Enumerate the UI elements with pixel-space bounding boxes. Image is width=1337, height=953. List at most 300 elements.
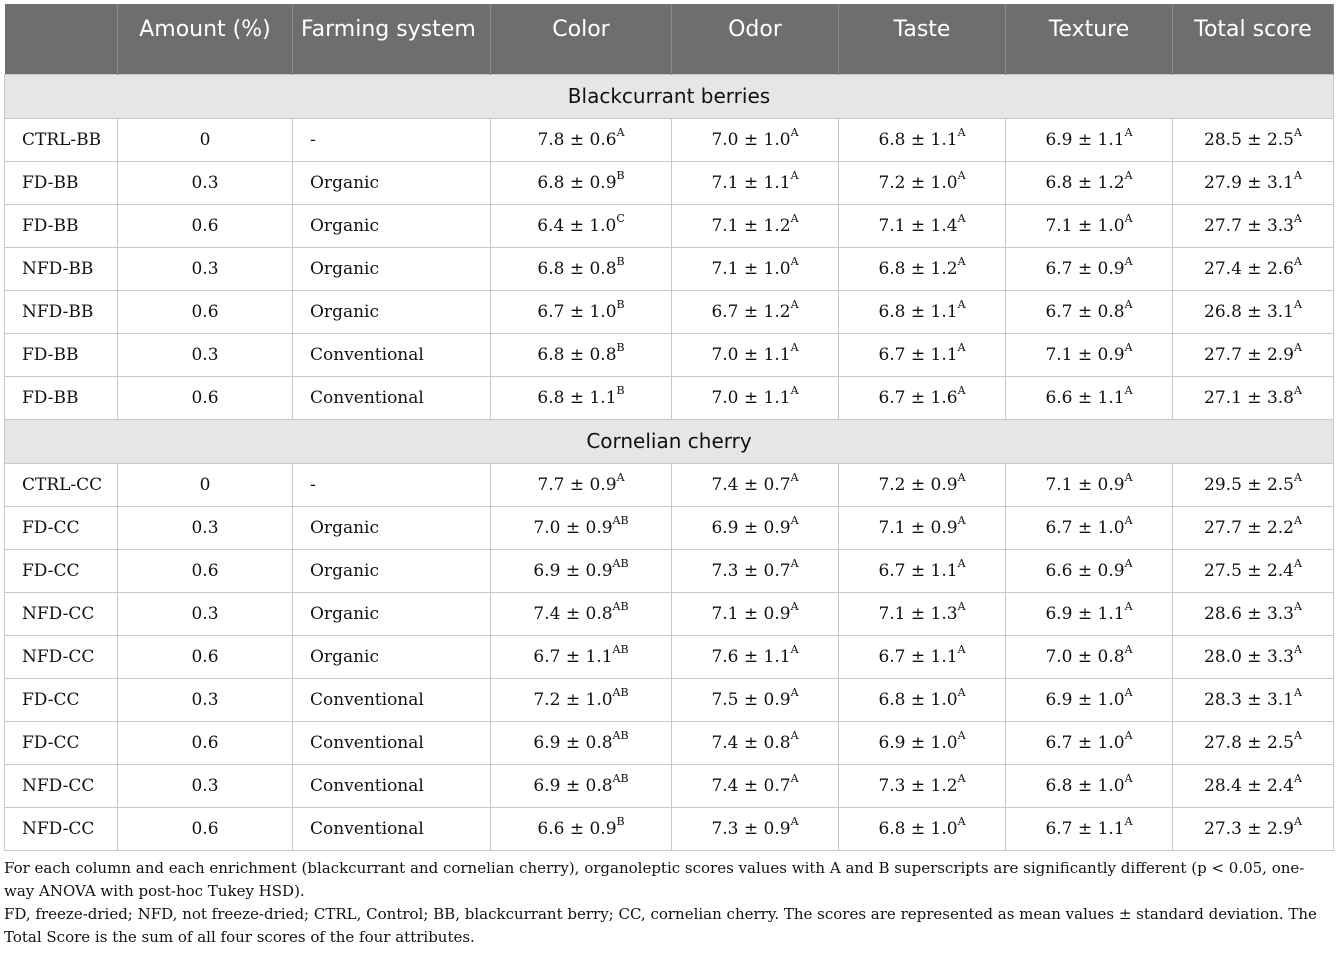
taste-score-cell: [839, 376, 1006, 419]
sample-cell: NFD-BB: [5, 247, 118, 290]
texture-significance-letter: A: [1124, 254, 1133, 268]
table-body: [5, 74, 1334, 850]
color-score-cell: [491, 463, 672, 506]
table-row: [5, 506, 1334, 549]
color-score-cell: [491, 506, 672, 549]
table-row: [5, 721, 1334, 764]
amount-cell: 0.3: [118, 592, 293, 635]
total-significance-letter: A: [1294, 211, 1302, 225]
taste-significance-letter: A: [957, 470, 966, 484]
total-score-cell: [1173, 333, 1334, 376]
footnote-significance: For each column and each enrichment (blackcurrant and cornelian cherry), organoleptic scores values with A and B superscripts are significantly different (p < 0.05, one-way ANOVA with post-hoc Tukey HSD).: [4, 858, 1305, 900]
color-significance-letter: B: [616, 297, 625, 311]
texture-value: 6.7 ± 1.1: [1045, 818, 1125, 839]
odor-significance-letter: A: [790, 513, 799, 527]
texture-value: 7.1 ± 1.0: [1045, 215, 1125, 236]
taste-score-cell: [839, 247, 1006, 290]
taste-value: 7.1 ± 0.9: [878, 517, 958, 538]
texture-value: 7.1 ± 0.9: [1045, 474, 1125, 495]
odor-score-cell: [672, 463, 839, 506]
sample-cell: FD-CC: [5, 549, 118, 592]
texture-score-cell: [1006, 290, 1173, 333]
sample-cell: NFD-CC: [5, 764, 118, 807]
odor-score-cell: [672, 247, 839, 290]
color-score-cell: [491, 721, 672, 764]
texture-value: 6.6 ± 0.9: [1045, 560, 1125, 581]
header-sample: [5, 4, 118, 74]
taste-value: 7.2 ± 0.9: [878, 474, 958, 495]
amount-cell: 0.3: [118, 333, 293, 376]
table-row: [5, 635, 1334, 678]
total-score-cell: [1173, 764, 1334, 807]
color-score-cell: [491, 592, 672, 635]
total-score-cell: [1173, 549, 1334, 592]
farming-system-cell: Conventional: [293, 764, 491, 807]
color-significance-letter: AB: [612, 771, 629, 785]
total-value: 28.6 ± 3.3: [1204, 603, 1294, 624]
sample-cell: CTRL-CC: [5, 463, 118, 506]
color-significance-letter: B: [616, 383, 625, 397]
color-score-cell: [491, 635, 672, 678]
table-row: [5, 333, 1334, 376]
taste-score-cell: [839, 678, 1006, 721]
farming-system-cell: Organic: [293, 204, 491, 247]
header-farming-system: Farming system: [293, 4, 491, 74]
table-row: [5, 247, 1334, 290]
odor-score-cell: [672, 290, 839, 333]
header-amount: Amount (%): [118, 4, 293, 74]
texture-score-cell: [1006, 592, 1173, 635]
farming-system-cell: Organic: [293, 506, 491, 549]
odor-score-cell: [672, 161, 839, 204]
odor-significance-letter: A: [790, 814, 799, 828]
amount-cell: 0.6: [118, 290, 293, 333]
color-significance-letter: B: [616, 814, 625, 828]
sample-cell: FD-CC: [5, 678, 118, 721]
table-header: [5, 4, 1334, 74]
texture-score-cell: [1006, 678, 1173, 721]
odor-value: 7.1 ± 0.9: [711, 603, 791, 624]
farming-system-cell: -: [293, 118, 491, 161]
total-value: 27.5 ± 2.4: [1204, 560, 1294, 581]
taste-significance-letter: A: [957, 211, 966, 225]
color-value: 6.6 ± 0.9: [537, 818, 617, 839]
taste-significance-letter: A: [957, 685, 966, 699]
total-value: 27.8 ± 2.5: [1204, 732, 1294, 753]
taste-value: 7.1 ± 1.3: [878, 603, 958, 624]
texture-significance-letter: A: [1124, 513, 1133, 527]
taste-value: 7.3 ± 1.2: [878, 775, 958, 796]
color-value: 7.7 ± 0.9: [537, 474, 617, 495]
total-score-cell: [1173, 161, 1334, 204]
taste-significance-letter: A: [957, 728, 966, 742]
total-significance-letter: A: [1294, 685, 1302, 699]
farming-system-cell: Conventional: [293, 807, 491, 850]
texture-score-cell: [1006, 807, 1173, 850]
texture-value: 7.0 ± 0.8: [1045, 646, 1125, 667]
taste-value: 7.2 ± 1.0: [878, 172, 958, 193]
sample-cell: FD-BB: [5, 333, 118, 376]
texture-value: 6.9 ± 1.0: [1045, 689, 1125, 710]
texture-value: 6.7 ± 0.9: [1045, 258, 1125, 279]
farming-system-cell: Conventional: [293, 678, 491, 721]
texture-score-cell: [1006, 376, 1173, 419]
odor-value: 6.7 ± 1.2: [711, 301, 791, 322]
farming-system-cell: Organic: [293, 247, 491, 290]
taste-value: 7.1 ± 1.4: [878, 215, 958, 236]
texture-significance-letter: A: [1124, 599, 1133, 613]
amount-cell: 0.3: [118, 764, 293, 807]
taste-value: 6.7 ± 1.6: [878, 387, 958, 408]
taste-value: 6.7 ± 1.1: [878, 560, 958, 581]
color-value: 6.8 ± 0.8: [537, 258, 617, 279]
table-row: [5, 592, 1334, 635]
texture-value: 6.7 ± 0.8: [1045, 301, 1125, 322]
total-value: 27.1 ± 3.8: [1204, 387, 1294, 408]
color-score-cell: [491, 118, 672, 161]
texture-significance-letter: A: [1124, 340, 1133, 354]
texture-significance-letter: A: [1124, 771, 1133, 785]
table-row: [5, 678, 1334, 721]
odor-value: 7.3 ± 0.7: [711, 560, 791, 581]
total-value: 28.5 ± 2.5: [1204, 129, 1294, 150]
taste-score-cell: [839, 506, 1006, 549]
color-value: 6.9 ± 0.8: [533, 732, 613, 753]
taste-significance-letter: A: [957, 383, 966, 397]
taste-score-cell: [839, 549, 1006, 592]
odor-significance-letter: A: [790, 383, 799, 397]
total-significance-letter: A: [1294, 340, 1302, 354]
taste-score-cell: [839, 807, 1006, 850]
amount-cell: 0.6: [118, 204, 293, 247]
total-value: 29.5 ± 2.5: [1204, 474, 1294, 495]
texture-significance-letter: A: [1124, 728, 1133, 742]
total-significance-letter: A: [1294, 254, 1302, 268]
color-value: 6.9 ± 0.9: [533, 560, 613, 581]
table-footnotes: [4, 857, 1333, 949]
total-value: 27.3 ± 2.9: [1204, 818, 1294, 839]
color-significance-letter: A: [616, 470, 625, 484]
texture-value: 6.7 ± 1.0: [1045, 517, 1125, 538]
taste-score-cell: [839, 764, 1006, 807]
texture-value: 7.1 ± 0.9: [1045, 344, 1125, 365]
taste-significance-letter: A: [957, 254, 966, 268]
odor-score-cell: [672, 807, 839, 850]
footnote-abbreviations: FD, freeze-dried; NFD, not freeze-dried; CTRL, Control; BB, blackcurrant berry; CC, cornelian cherry. The scores are represented as mean values ± standard deviation. The Total Score is the sum of all four scores of the four attributes.: [4, 904, 1317, 946]
odor-value: 7.4 ± 0.8: [711, 732, 791, 753]
table-row: [5, 161, 1334, 204]
odor-significance-letter: A: [790, 470, 799, 484]
section-title: Blackcurrant berries: [5, 74, 1334, 118]
farming-system-cell: Organic: [293, 161, 491, 204]
odor-significance-letter: A: [790, 642, 799, 656]
taste-score-cell: [839, 290, 1006, 333]
taste-score-cell: [839, 635, 1006, 678]
total-value: 27.7 ± 2.2: [1204, 517, 1294, 538]
color-significance-letter: AB: [612, 599, 629, 613]
color-score-cell: [491, 376, 672, 419]
taste-score-cell: [839, 463, 1006, 506]
color-significance-letter: AB: [612, 642, 629, 656]
farming-system-cell: Conventional: [293, 376, 491, 419]
odor-significance-letter: A: [790, 556, 799, 570]
total-score-cell: [1173, 635, 1334, 678]
color-score-cell: [491, 290, 672, 333]
farming-system-cell: Organic: [293, 549, 491, 592]
table-row: [5, 764, 1334, 807]
taste-significance-letter: A: [957, 771, 966, 785]
odor-value: 7.4 ± 0.7: [711, 474, 791, 495]
taste-value: 6.7 ± 1.1: [878, 344, 958, 365]
total-value: 28.0 ± 3.3: [1204, 646, 1294, 667]
header-taste: Taste: [839, 4, 1006, 74]
total-significance-letter: A: [1294, 470, 1302, 484]
amount-cell: 0: [118, 463, 293, 506]
odor-value: 7.6 ± 1.1: [711, 646, 791, 667]
odor-value: 7.0 ± 1.1: [711, 344, 791, 365]
texture-score-cell: [1006, 635, 1173, 678]
amount-cell: 0.6: [118, 721, 293, 764]
color-score-cell: [491, 204, 672, 247]
taste-score-cell: [839, 204, 1006, 247]
texture-score-cell: [1006, 764, 1173, 807]
total-value: 28.4 ± 2.4: [1204, 775, 1294, 796]
section-title: Cornelian cherry: [5, 419, 1334, 463]
taste-significance-letter: A: [957, 168, 966, 182]
header-texture: Texture: [1006, 4, 1173, 74]
texture-significance-letter: A: [1124, 814, 1133, 828]
total-significance-letter: A: [1294, 642, 1302, 656]
color-significance-letter: B: [616, 340, 625, 354]
header-total-score: Total score: [1173, 4, 1334, 74]
total-score-cell: [1173, 118, 1334, 161]
color-significance-letter: AB: [612, 685, 629, 699]
texture-value: 6.9 ± 1.1: [1045, 129, 1125, 150]
total-significance-letter: A: [1294, 556, 1302, 570]
table-row: [5, 549, 1334, 592]
sample-cell: NFD-CC: [5, 807, 118, 850]
texture-significance-letter: A: [1124, 297, 1133, 311]
odor-score-cell: [672, 721, 839, 764]
texture-significance-letter: A: [1124, 470, 1133, 484]
farming-system-cell: Organic: [293, 635, 491, 678]
total-significance-letter: A: [1294, 599, 1302, 613]
total-score-cell: [1173, 592, 1334, 635]
sample-cell: FD-BB: [5, 204, 118, 247]
odor-value: 7.5 ± 0.9: [711, 689, 791, 710]
color-score-cell: [491, 764, 672, 807]
taste-score-cell: [839, 592, 1006, 635]
amount-cell: 0.6: [118, 807, 293, 850]
odor-value: 7.0 ± 1.1: [711, 387, 791, 408]
texture-score-cell: [1006, 333, 1173, 376]
odor-significance-letter: A: [790, 728, 799, 742]
odor-value: 7.1 ± 1.1: [711, 172, 791, 193]
texture-significance-letter: A: [1124, 556, 1133, 570]
texture-value: 6.9 ± 1.1: [1045, 603, 1125, 624]
total-value: 27.7 ± 3.3: [1204, 215, 1294, 236]
farming-system-cell: -: [293, 463, 491, 506]
taste-score-cell: [839, 161, 1006, 204]
taste-value: 6.9 ± 1.0: [878, 732, 958, 753]
organoleptic-scores-table: [4, 4, 1334, 851]
total-significance-letter: A: [1294, 168, 1302, 182]
amount-cell: 0.6: [118, 549, 293, 592]
total-score-cell: [1173, 678, 1334, 721]
color-value: 7.4 ± 0.8: [533, 603, 613, 624]
odor-score-cell: [672, 764, 839, 807]
color-value: 7.0 ± 0.9: [533, 517, 613, 538]
odor-score-cell: [672, 204, 839, 247]
odor-significance-letter: A: [790, 125, 799, 139]
texture-score-cell: [1006, 463, 1173, 506]
color-value: 6.9 ± 0.8: [533, 775, 613, 796]
color-score-cell: [491, 161, 672, 204]
odor-value: 7.0 ± 1.0: [711, 129, 791, 150]
table-row: [5, 376, 1334, 419]
sample-cell: NFD-CC: [5, 592, 118, 635]
odor-score-cell: [672, 118, 839, 161]
total-score-cell: [1173, 204, 1334, 247]
color-significance-letter: AB: [612, 556, 629, 570]
texture-significance-letter: A: [1124, 168, 1133, 182]
amount-cell: 0.3: [118, 506, 293, 549]
total-score-cell: [1173, 506, 1334, 549]
color-value: 6.7 ± 1.0: [537, 301, 617, 322]
total-value: 27.4 ± 2.6: [1204, 258, 1294, 279]
sample-cell: FD-BB: [5, 161, 118, 204]
total-value: 27.9 ± 3.1: [1204, 172, 1294, 193]
odor-significance-letter: A: [790, 254, 799, 268]
odor-score-cell: [672, 506, 839, 549]
taste-value: 6.8 ± 1.1: [878, 301, 958, 322]
texture-value: 6.7 ± 1.0: [1045, 732, 1125, 753]
odor-score-cell: [672, 549, 839, 592]
amount-cell: 0.6: [118, 376, 293, 419]
texture-score-cell: [1006, 204, 1173, 247]
texture-significance-letter: A: [1124, 685, 1133, 699]
texture-significance-letter: A: [1124, 383, 1133, 397]
amount-cell: 0: [118, 118, 293, 161]
table-row: [5, 463, 1334, 506]
amount-cell: 0.3: [118, 161, 293, 204]
farming-system-cell: Conventional: [293, 333, 491, 376]
header-odor: Odor: [672, 4, 839, 74]
total-significance-letter: A: [1294, 513, 1302, 527]
color-significance-letter: AB: [612, 728, 629, 742]
texture-significance-letter: A: [1124, 125, 1133, 139]
color-significance-letter: A: [616, 125, 625, 139]
odor-value: 6.9 ± 0.9: [711, 517, 791, 538]
color-value: 7.2 ± 1.0: [533, 689, 613, 710]
total-value: 26.8 ± 3.1: [1204, 301, 1294, 322]
texture-significance-letter: A: [1124, 642, 1133, 656]
taste-value: 6.7 ± 1.1: [878, 646, 958, 667]
sample-cell: NFD-CC: [5, 635, 118, 678]
texture-score-cell: [1006, 118, 1173, 161]
texture-score-cell: [1006, 247, 1173, 290]
odor-significance-letter: A: [790, 168, 799, 182]
taste-score-cell: [839, 333, 1006, 376]
odor-score-cell: [672, 635, 839, 678]
taste-value: 6.8 ± 1.0: [878, 818, 958, 839]
texture-significance-letter: A: [1124, 211, 1133, 225]
taste-significance-letter: A: [957, 297, 966, 311]
sample-cell: FD-CC: [5, 721, 118, 764]
odor-significance-letter: A: [790, 685, 799, 699]
color-score-cell: [491, 247, 672, 290]
odor-value: 7.1 ± 1.0: [711, 258, 791, 279]
total-significance-letter: A: [1294, 814, 1302, 828]
taste-score-cell: [839, 721, 1006, 764]
odor-score-cell: [672, 592, 839, 635]
header-color: Color: [491, 4, 672, 74]
odor-score-cell: [672, 376, 839, 419]
farming-system-cell: Organic: [293, 290, 491, 333]
total-score-cell: [1173, 247, 1334, 290]
taste-significance-letter: A: [957, 556, 966, 570]
color-significance-letter: C: [616, 211, 625, 225]
table-row: [5, 118, 1334, 161]
taste-significance-letter: A: [957, 814, 966, 828]
total-significance-letter: A: [1294, 771, 1302, 785]
taste-value: 6.8 ± 1.2: [878, 258, 958, 279]
odor-score-cell: [672, 678, 839, 721]
color-value: 6.8 ± 0.8: [537, 344, 617, 365]
total-significance-letter: A: [1294, 728, 1302, 742]
taste-score-cell: [839, 118, 1006, 161]
amount-cell: 0.3: [118, 678, 293, 721]
total-score-cell: [1173, 721, 1334, 764]
sample-cell: FD-BB: [5, 376, 118, 419]
color-significance-letter: AB: [612, 513, 629, 527]
color-value: 6.7 ± 1.1: [533, 646, 613, 667]
total-score-cell: [1173, 290, 1334, 333]
sample-cell: FD-CC: [5, 506, 118, 549]
taste-significance-letter: A: [957, 125, 966, 139]
texture-value: 6.8 ± 1.0: [1045, 775, 1125, 796]
color-score-cell: [491, 549, 672, 592]
section-row: [5, 419, 1334, 463]
color-score-cell: [491, 678, 672, 721]
odor-significance-letter: A: [790, 297, 799, 311]
odor-significance-letter: A: [790, 211, 799, 225]
texture-score-cell: [1006, 161, 1173, 204]
farming-system-cell: Conventional: [293, 721, 491, 764]
amount-cell: 0.6: [118, 635, 293, 678]
odor-score-cell: [672, 333, 839, 376]
total-value: 28.3 ± 3.1: [1204, 689, 1294, 710]
sample-cell: CTRL-BB: [5, 118, 118, 161]
texture-value: 6.6 ± 1.1: [1045, 387, 1125, 408]
color-score-cell: [491, 807, 672, 850]
total-score-cell: [1173, 807, 1334, 850]
section-row: [5, 74, 1334, 118]
color-value: 6.8 ± 1.1: [537, 387, 617, 408]
table-row: [5, 290, 1334, 333]
texture-score-cell: [1006, 549, 1173, 592]
odor-significance-letter: A: [790, 599, 799, 613]
odor-value: 7.3 ± 0.9: [711, 818, 791, 839]
color-value: 6.8 ± 0.9: [537, 172, 617, 193]
table-row: [5, 204, 1334, 247]
texture-score-cell: [1006, 721, 1173, 764]
taste-significance-letter: A: [957, 340, 966, 354]
taste-value: 6.8 ± 1.0: [878, 689, 958, 710]
odor-value: 7.1 ± 1.2: [711, 215, 791, 236]
color-value: 7.8 ± 0.6: [537, 129, 617, 150]
total-score-cell: [1173, 376, 1334, 419]
